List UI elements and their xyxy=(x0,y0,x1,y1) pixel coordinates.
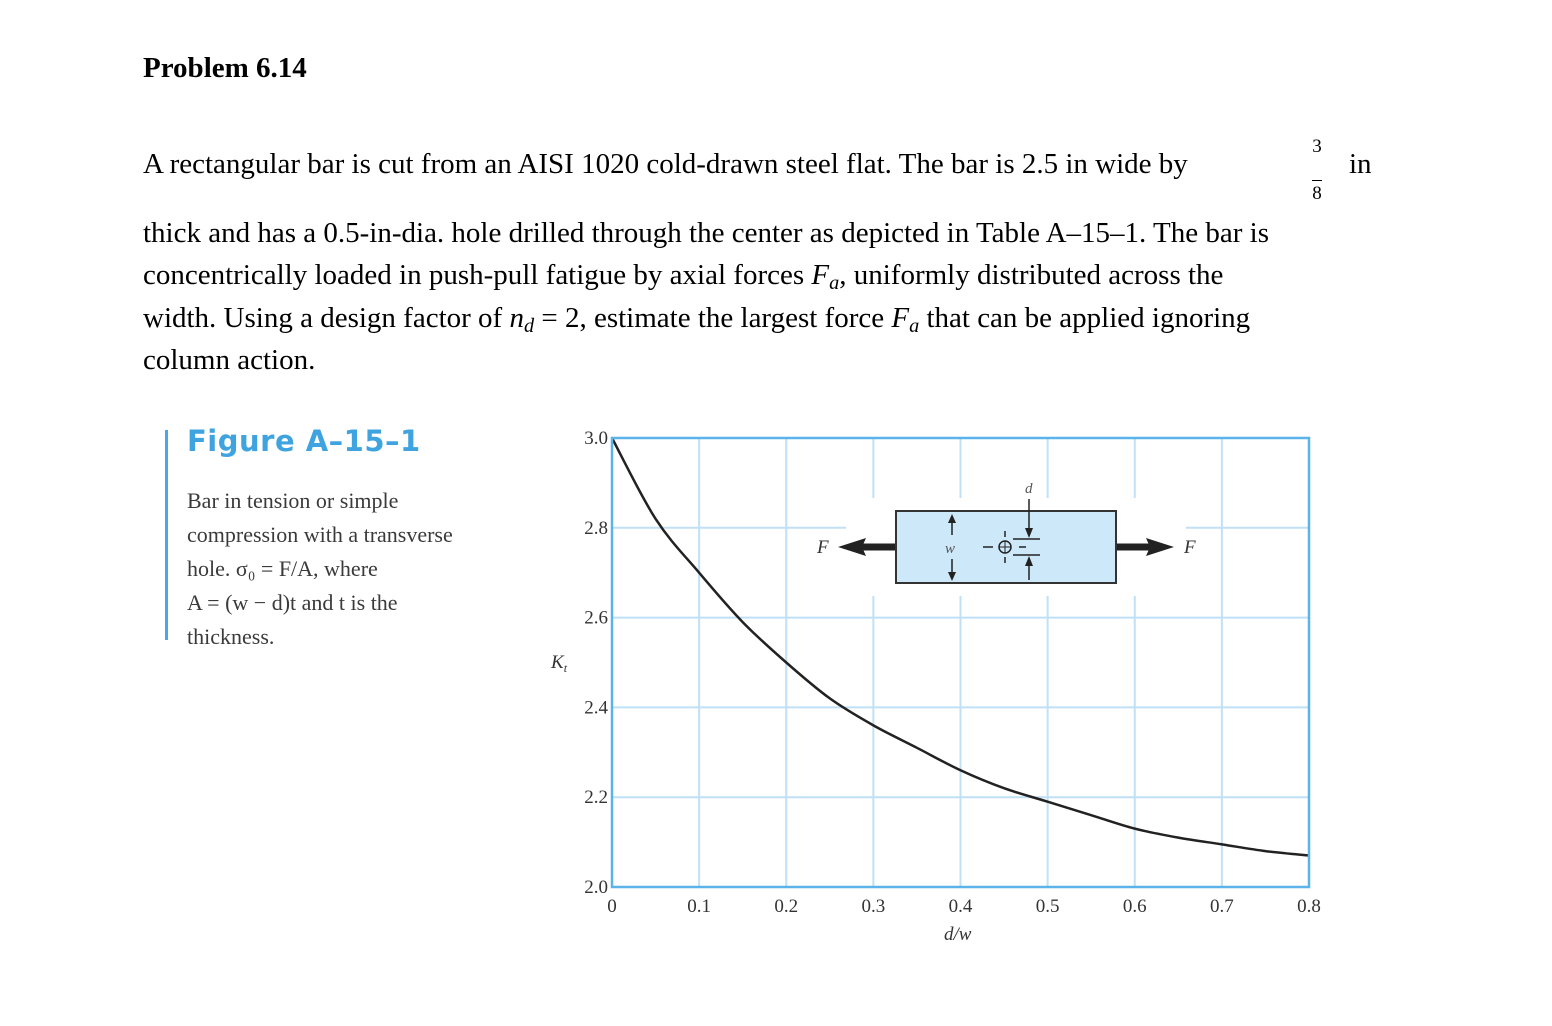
problem-title: Problem 6.14 xyxy=(143,52,307,84)
bar-diagram xyxy=(816,481,1196,596)
problem-line-2: thick and has a 0.5-in-dia. hole drilled through the center as depicted in Table A–15–1. The bar is xyxy=(143,217,1269,249)
figure-title: Figure A–15–1 xyxy=(187,424,421,458)
x-tick-label: 0.6 xyxy=(1122,896,1147,917)
y-axis-label: $K_t$ xyxy=(551,652,568,675)
x-tick-label: 0.4 xyxy=(948,896,973,917)
y-tick-label: 2.6 xyxy=(584,607,608,629)
x-tick-label: 0 xyxy=(607,896,617,917)
y-tick-label: 3.0 xyxy=(584,428,608,449)
problem-line-4: width. Using a design factor of $n_d = 2$, estimate the largest force $F_a$ that can be applied ignoring xyxy=(143,302,1251,338)
y-tick-label: 2.4 xyxy=(584,697,608,719)
fraction-numerator: 3 xyxy=(1312,136,1322,157)
x-tick-label: 0.5 xyxy=(1035,896,1060,917)
width-label: w xyxy=(945,541,956,557)
problem-line-1-unit: in xyxy=(1349,148,1372,180)
x-axis-label: d/w xyxy=(944,924,972,945)
fraction-denominator: 8 xyxy=(1312,183,1322,204)
hole-label: d xyxy=(1025,481,1033,497)
problem-line-3: concentrically loaded in push-pull fatigue by axial forces $F_a$, uniformly distributed across the xyxy=(143,259,1224,295)
figure-caption: Bar in tension or simple compression with a transverse hole. σ₀ = F/A, where A = (w − d)t and t is the thickness. xyxy=(187,488,453,649)
x-tick-label: 0.3 xyxy=(861,896,886,917)
y-tick-label: 2.0 xyxy=(584,877,608,898)
x-tick-label: 0.7 xyxy=(1210,896,1234,917)
x-tick-label: 0.8 xyxy=(1297,896,1321,917)
y-tick-label: 2.2 xyxy=(584,787,608,809)
force-left-label: F xyxy=(817,537,829,558)
y-tick-label: 2.8 xyxy=(584,517,608,539)
x-tick-label: 0.1 xyxy=(687,896,711,917)
problem-line-5: column action. xyxy=(143,344,316,376)
force-right-label: F xyxy=(1184,537,1196,558)
problem-line-1: A rectangular bar is cut from an AISI 1020 cold-drawn steel flat. The bar is 2.5 in wide by xyxy=(143,148,1188,180)
x-tick-label: 0.2 xyxy=(774,896,799,917)
